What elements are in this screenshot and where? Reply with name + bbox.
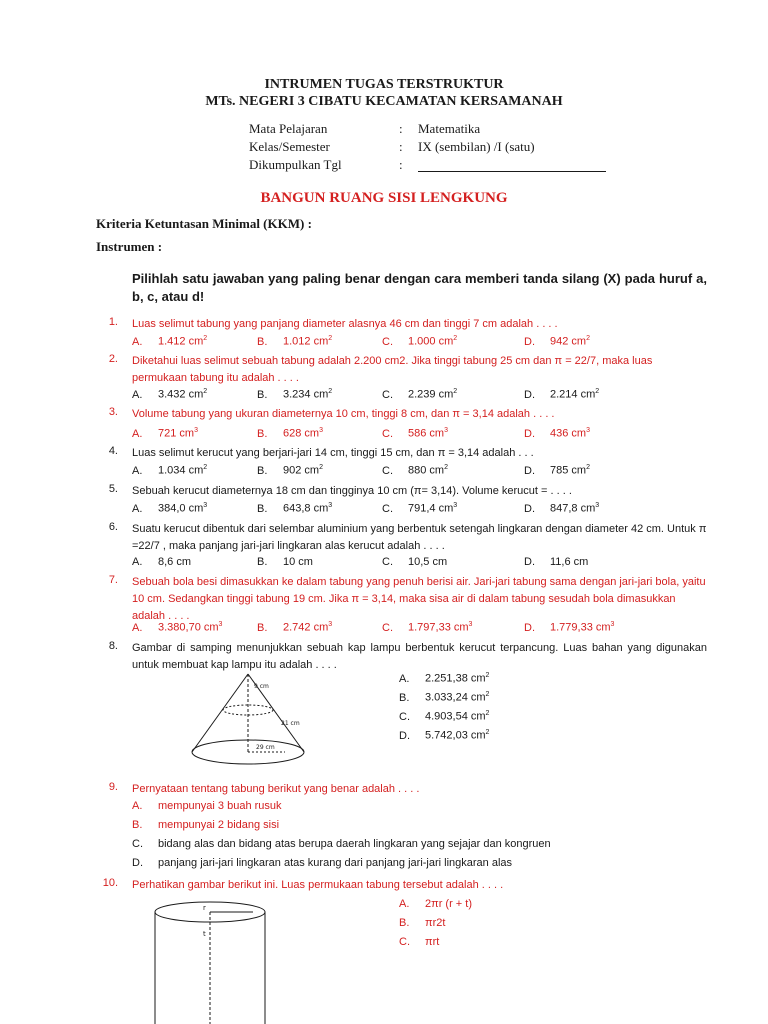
option-letter: C. (132, 838, 143, 850)
option-a (132, 388, 207, 401)
option-value: 847,8 cm (550, 502, 596, 515)
option-letter: B. (257, 502, 268, 515)
option-letter: B. (257, 335, 268, 348)
doc-title: INTRUMEN TUGAS TERSTRUKTUR (264, 77, 504, 92)
option-letter: C. (382, 335, 393, 348)
option-value: 1.779,33 cm (550, 621, 611, 634)
unit-exponent: 3 (203, 502, 208, 509)
unit-exponent: 2 (319, 464, 323, 471)
option-value: 11,6 cm (550, 556, 589, 568)
info-sep: : (399, 121, 403, 136)
question-text: Sebuah bola besi dimasukkan ke dalam tabung yang penuh berisi air. Jari-jari tabung sama dengan jari-jari bola, yaitu 10 cm. Sedangkan tinggi tabung 19 cm. Jika π = 3,14, maka sisa air di dalam tabung sesudah bola dimasukkan adalah . . . . (132, 576, 706, 622)
option-letter: A. (132, 427, 143, 440)
unit-exponent: 2 (586, 464, 590, 471)
option-letter: A. (132, 335, 143, 348)
option-value: 1.797,33 cm (408, 621, 469, 634)
unit-exponent: 2 (595, 388, 600, 395)
option-c (382, 388, 457, 401)
option-d (524, 464, 590, 477)
option-letter: B. (257, 464, 268, 477)
option-letter: C. (399, 936, 410, 948)
option-b (132, 819, 279, 831)
question-number: 6. (108, 521, 118, 533)
unit-exponent: 2 (444, 464, 448, 471)
option-letter: C. (382, 464, 393, 477)
kkm-label: Kriteria Ketuntasan Minimal (KKM) : (96, 216, 312, 231)
option-value: 5.742,03 cm (425, 729, 486, 742)
option-value: 2πr (r + t) (425, 898, 473, 910)
option-b (257, 388, 332, 401)
instrumen-label: Instrumen : (96, 239, 163, 254)
option-value: πr2t (425, 917, 446, 929)
question-text: Suatu kerucut dibentuk dari selembar aluminium yang berbentuk setengah lingkaran dengan diameter 42 cm. Untuk π =22/7 , maka panjang jari-jari lingkaran alas kerucut adalah . . . . (132, 523, 707, 552)
question-text: Diketahui luas selimut sebuah tabung adalah 2.200 cm2. Jika tinggi tabung 25 cm dan π = 22/7, maka luas permukaan tabung itu adalah . . . . (132, 355, 653, 384)
figure-label-r: r (203, 904, 206, 912)
unit-exponent: 3 (444, 427, 448, 434)
option-letter: D. (399, 729, 410, 742)
figure-label-t: t (203, 930, 206, 938)
unit-exponent: 2 (485, 672, 490, 679)
option-value: 3.432 cm (158, 388, 204, 401)
option-d (524, 502, 599, 515)
option-value: bidang alas dan bidang atas berupa daerah lingkaran yang sejajar dan kongruen (158, 838, 551, 850)
topic-title: BANGUN RUANG SISI LENGKUNG (260, 190, 508, 206)
option-value: 8,6 cm (158, 556, 192, 568)
option-value: πrt (425, 936, 440, 948)
unit-exponent: 2 (453, 335, 458, 342)
option-value: 791,4 cm (408, 502, 454, 515)
option-letter: D. (524, 556, 535, 568)
option-value: mempunyai 3 buah rusuk (158, 800, 282, 812)
question-text: Perhatikan gambar berikut ini. Luas permukaan tabung tersebut adalah . . . . (132, 879, 504, 891)
question-number: 7. (108, 574, 118, 586)
option-letter: B. (399, 917, 410, 929)
unit-exponent: 2 (328, 335, 333, 342)
unit-exponent: 3 (468, 621, 473, 628)
option-value: 942 cm (550, 335, 587, 348)
option-value: panjang jari-jari lingkaran atas kurang dari panjang jari-jari lingkaran alas (158, 857, 513, 869)
info-value: IX (sembilan) /I (satu) (418, 139, 535, 154)
option-letter: A. (132, 556, 143, 568)
question-number: 2. (108, 353, 118, 365)
option-letter: C. (382, 502, 393, 515)
option-d (132, 857, 512, 869)
school-name: MTs. NEGERI 3 CIBATU KECAMATAN KERSAMANAH (205, 94, 563, 109)
option-value: 880 cm (408, 464, 445, 477)
option-letter: D. (524, 621, 535, 634)
option-value: 628 cm (283, 427, 320, 440)
option-letter: A. (399, 898, 410, 910)
question-number: 1. (108, 316, 118, 328)
option-b (257, 556, 313, 568)
unit-exponent: 2 (586, 335, 590, 342)
lampshade-cone-figure (180, 670, 320, 770)
option-letter: C. (382, 427, 393, 440)
option-c (399, 936, 439, 948)
question-text: Gambar di samping menunjukkan sebuah kap lampu berbentuk kerucut terpancung. Luas bahan yang digunakan untuk membuat kap lampu itu adalah . . . . (132, 642, 707, 671)
unit-exponent: 3 (610, 621, 615, 628)
option-a (399, 672, 489, 685)
unit-exponent: 3 (586, 427, 590, 434)
cylinder-figure (145, 896, 275, 1024)
question-text: Sebuah kerucut diameternya 18 cm dan tingginya 10 cm (π= 3,14). Volume kerucut = . . . . (132, 485, 572, 497)
unit-exponent: 2 (453, 388, 458, 395)
date-blank-line (418, 171, 606, 172)
option-d (524, 335, 590, 348)
option-value: 3.234 cm (283, 388, 329, 401)
option-c (382, 502, 457, 515)
question-number: 8. (108, 640, 118, 652)
unit-exponent: 2 (203, 335, 208, 342)
question-number: 5. (108, 483, 118, 495)
question-number: 10. (102, 877, 118, 889)
option-c (382, 464, 448, 477)
figure-label: 29 cm (256, 744, 275, 751)
option-value: 3.380,70 cm (158, 621, 219, 634)
question-number: 4. (108, 445, 118, 457)
question-text: Volume tabung yang ukuran diameternya 10 cm, tinggi 8 cm, dan π = 3,14 adalah . . . . (132, 408, 555, 420)
unit-exponent: 2 (485, 729, 490, 736)
figure-label: 9 cm (254, 683, 269, 690)
option-d (524, 621, 614, 634)
option-b (257, 621, 332, 634)
option-a (132, 335, 207, 348)
option-d (524, 556, 588, 568)
option-value: 436 cm (550, 427, 587, 440)
question-text: Luas selimut tabung yang panjang diameter alasnya 46 cm dan tinggi 7 cm adalah . . . . (132, 318, 558, 330)
option-value: 586 cm (408, 427, 445, 440)
option-letter: A. (132, 502, 143, 515)
question-number: 9. (108, 781, 118, 793)
option-value: 785 cm (550, 464, 587, 477)
option-value: 10,5 cm (408, 556, 448, 568)
option-c (382, 335, 457, 348)
info-label: Mata Pelajaran (249, 121, 328, 136)
option-letter: B. (257, 427, 268, 440)
unit-exponent: 2 (328, 388, 333, 395)
option-letter: D. (524, 427, 535, 440)
option-value: 2.742 cm (283, 621, 329, 634)
unit-exponent: 3 (319, 427, 323, 434)
unit-exponent: 2 (485, 691, 490, 698)
option-a (132, 556, 191, 568)
option-a (132, 502, 207, 515)
option-value: 643,8 cm (283, 502, 329, 515)
option-c (399, 710, 489, 723)
instruction: Pilihlah satu jawaban yang paling benar dengan cara memberi tanda silang (X) pada huruf a, b, c, atau d! (132, 271, 707, 304)
option-letter: D. (524, 502, 535, 515)
option-c (382, 556, 447, 568)
figure-label: 21 cm (281, 720, 300, 727)
option-letter: C. (399, 710, 410, 723)
option-letter: B. (132, 819, 143, 831)
option-letter: B. (257, 556, 268, 568)
question-text: Pernyataan tentang tabung berikut yang benar adalah . . . . (132, 783, 420, 795)
unit-exponent: 3 (453, 502, 458, 509)
option-letter: A. (399, 672, 410, 685)
info-label: Dikumpulkan Tgl (249, 157, 342, 172)
unit-exponent: 3 (328, 621, 333, 628)
option-b (257, 335, 332, 348)
option-value: 721 cm (158, 427, 195, 440)
option-letter: D. (524, 388, 535, 401)
unit-exponent: 3 (328, 502, 333, 509)
option-a (132, 800, 282, 812)
option-letter: C. (382, 388, 393, 401)
option-value: 902 cm (283, 464, 320, 477)
option-value: 4.903,54 cm (425, 710, 486, 723)
option-d (524, 427, 590, 440)
option-letter: D. (524, 464, 535, 477)
option-letter: A. (132, 388, 143, 401)
option-c (382, 621, 472, 634)
option-b (399, 691, 489, 704)
unit-exponent: 2 (203, 464, 208, 471)
option-value: 2.239 cm (408, 388, 454, 401)
unit-exponent: 2 (485, 710, 490, 717)
option-letter: A. (132, 800, 143, 812)
option-value: mempunyai 2 bidang sisi (158, 819, 280, 831)
option-b (257, 464, 323, 477)
option-letter: B. (257, 388, 268, 401)
option-value: 1.000 cm (408, 335, 454, 348)
info-label: Kelas/Semester (249, 139, 330, 154)
option-value: 384,0 cm (158, 502, 204, 515)
option-letter: D. (132, 857, 143, 869)
option-value: 3.033,24 cm (425, 691, 486, 704)
option-value: 2.251,38 cm (425, 672, 486, 685)
option-letter: A. (132, 621, 143, 634)
option-value: 1.412 cm (158, 335, 204, 348)
option-a (132, 621, 222, 634)
option-value: 1.034 cm (158, 464, 204, 477)
option-letter: B. (257, 621, 268, 634)
option-letter: D. (524, 335, 535, 348)
unit-exponent: 3 (218, 621, 223, 628)
option-letter: A. (132, 464, 143, 477)
option-b (257, 427, 323, 440)
option-a (399, 898, 472, 910)
option-b (399, 917, 445, 929)
unit-exponent: 3 (194, 427, 198, 434)
option-a (132, 427, 198, 440)
option-letter: C. (382, 556, 393, 568)
info-sep: : (399, 157, 403, 172)
question-text: Luas selimut kerucut yang berjari-jari 14 cm, tinggi 15 cm, dan π = 3,14 adalah . . . (132, 447, 534, 459)
info-sep: : (399, 139, 403, 154)
option-a (132, 464, 207, 477)
info-value: Matematika (418, 121, 481, 136)
option-value: 2.214 cm (550, 388, 596, 401)
option-c (382, 427, 448, 440)
option-d (524, 388, 599, 401)
option-letter: C. (382, 621, 393, 634)
unit-exponent: 2 (203, 388, 208, 395)
option-b (257, 502, 332, 515)
question-number: 3. (108, 406, 118, 418)
option-value: 10 cm (283, 556, 313, 568)
option-c (132, 838, 551, 850)
option-letter: B. (399, 691, 410, 704)
option-d (399, 729, 489, 742)
unit-exponent: 3 (595, 502, 600, 509)
option-value: 1.012 cm (283, 335, 329, 348)
